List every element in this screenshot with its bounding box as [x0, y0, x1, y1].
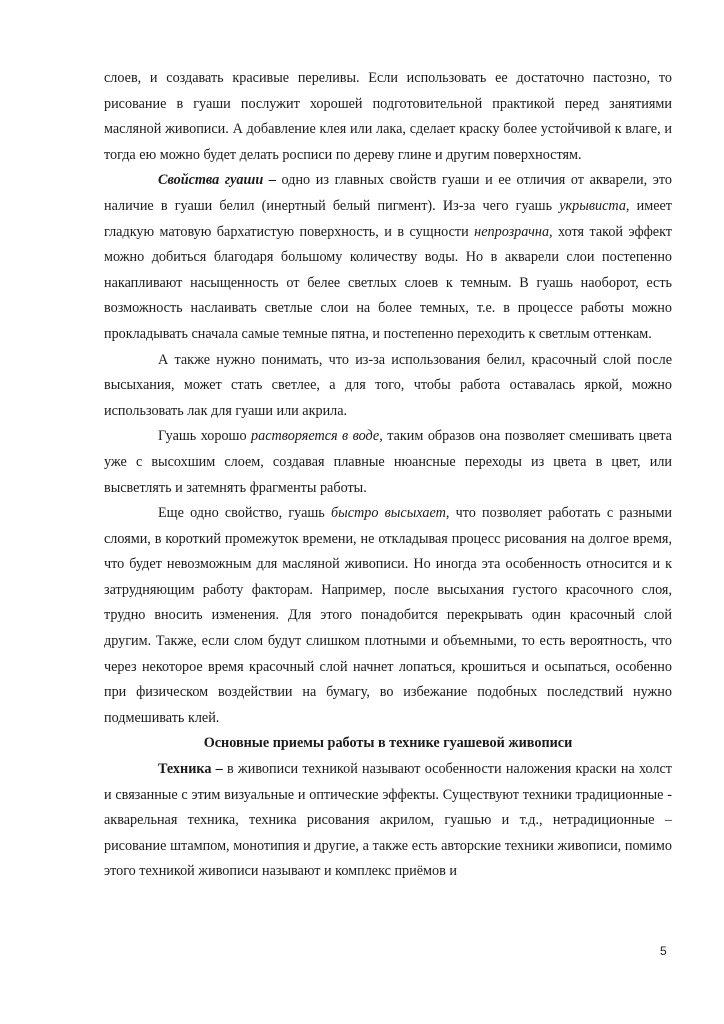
text-span: хотя такой эффект можно добиться благодаря большому количеству воды. Но в акварели слои постепенно накапливают насыщенность от белее светлых слоев к темным. В гуашь наоборот, есть возможность наслаивать светлые слои на более темных, т.е. в процессе работы можно прокладывать сначала самые темные пятна, и постепенно переходить к светлым оттенкам. — [104, 223, 672, 342]
text-span: , имеет гладкую матовую бархатистую поверхность, и в сущности — [104, 197, 672, 240]
text-span: Еще одно свойство, гуашь — [158, 505, 331, 522]
text-span: одно из главных свойств гуаши и ее отличия от акварели, это наличие в гуаши белил (инертный белый пигмент). Из-за чего гуашь — [104, 172, 672, 214]
term-technique: Техника – — [158, 761, 223, 778]
document-page — [104, 66, 672, 885]
emphasis: растворяется в воде, — [251, 428, 383, 445]
emphasis: укрывиста — [559, 197, 626, 214]
text-span: , что позволяет работать с разными слоями, в короткий промежуток времени, не откладывая процесс рисования на долгое время, что будет невозможным для масляной живописи. Но иногда эта особенность относится и к затрудняющим работу факторам. Например, после высыхания густого красочного слоя, трудно вносить изменения. Для этого понадобится перекрывать один красочный слой другим. Также, если слом будут слишком плотными и объемными, то есть вероятность, что через некоторое время красочный слой начнет лопаться, крошиться и осыпаться, особенно при физическом воздействии на бумагу, во избежание подобных последствий нужно подмешивать клей. — [104, 505, 672, 726]
paragraph-5 — [104, 501, 672, 731]
text-span: Гуашь хорошо — [158, 428, 252, 445]
section-heading: Основные приемы работы в технике гуашевой живописи — [203, 735, 573, 752]
emphasis: быстро высыхает — [330, 505, 446, 522]
page-number: 5 — [660, 944, 667, 958]
paragraph-4 — [104, 424, 672, 501]
paragraph-1: слоев, и создавать красивые переливы. Если использовать ее достаточно пастозно, то рисование в гуаши послужит хорошей подготовительной практикой перед занятиями масляной живописи. А добавление клея или лака, сделает краску более устойчивой к влаге, и тогда ею можно будет делать росписи по дереву глине и другим поверхностям. — [104, 70, 672, 163]
text-span: таким образов она позволяет смешивать цвета уже с высохшим слоем, создавая плавные нюансные переходы из цвета в цвет, или высветлять и затемнять фрагменты работы. — [104, 428, 672, 496]
term-gouache-properties: Свойства гуаши – — [158, 172, 276, 189]
text-span: в живописи техникой называют особенности наложения краски на холст и связанные с этим визуальные и оптические эффекты. Существуют техники традиционные - акварельная техника, техника рисования акрилом, гуашью и т.д., нетрадиционные – рисование штампом, монотипия и другие, а также есть авторские техники живописи, помимо этого техникой живописи называют и комплекс приёмов и — [104, 761, 672, 880]
paragraph-gouache-properties — [104, 168, 672, 347]
emphasis: непрозрачна, — [474, 223, 553, 240]
paragraph-3: А также нужно понимать, что из-за использования белил, красочный слой после высыхания, может стать светлее, а для того, чтобы работа оставалась яркой, можно использовать лак для гуаши или акрила. — [104, 351, 672, 419]
paragraph-technique — [104, 757, 672, 885]
